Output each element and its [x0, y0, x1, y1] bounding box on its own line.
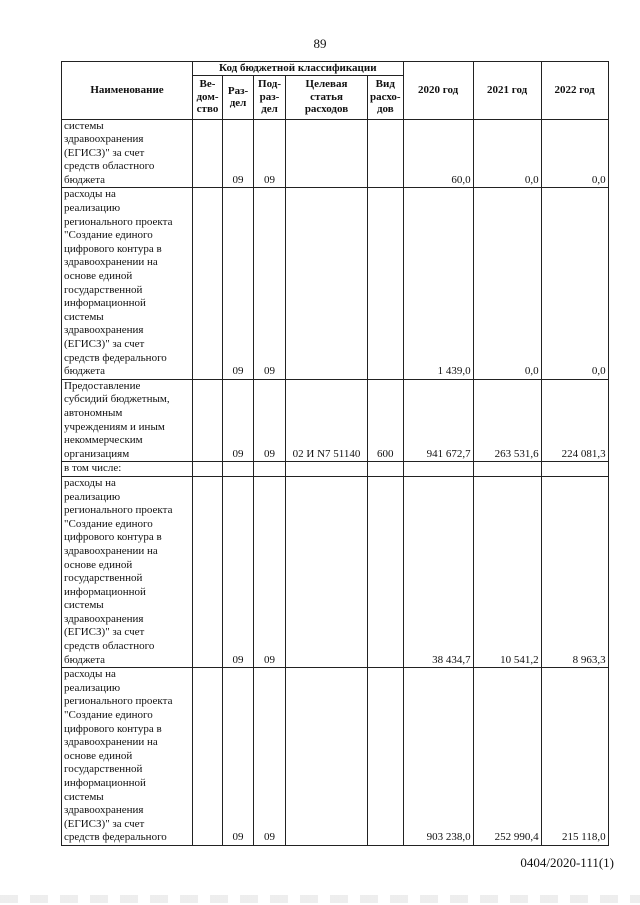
header-name: Наименование [62, 62, 193, 120]
row-2020: 903 238,0 [403, 668, 473, 846]
page-number: 89 [313, 36, 327, 51]
row-2022: 8 963,3 [541, 476, 608, 667]
row-vid [368, 119, 404, 188]
row-razdel: 09 [223, 668, 254, 846]
header-vid: Вид расхо- дов [368, 75, 404, 119]
row-2020: 60,0 [403, 119, 473, 188]
header-vedomstvo: Ве- дом- ство [193, 75, 223, 119]
row-razdel: 09 [223, 476, 254, 667]
row-name: Предоставление субсидий бюджетным, автономным учреждениям и иным некоммерческим организациям [62, 379, 193, 462]
document-code: 0404/2020-111(1) [520, 855, 614, 870]
row-target [286, 462, 368, 477]
header-podrazdel: Под- раз- дел [254, 75, 286, 119]
row-target [286, 476, 368, 667]
row-vedomstvo [193, 188, 223, 379]
budget-table [61, 61, 609, 846]
row-name: расходы на реализацию регионального проекта "Создание единого цифрового контура в здравоохранении на основе единой государственной информационной системы здравоохранения (ЕГИСЗ)" за счет средств федерального бюджета [62, 188, 193, 379]
row-2020: 1 439,0 [403, 188, 473, 379]
table-row [62, 379, 609, 462]
row-podrazdel: 09 [254, 476, 286, 667]
row-vedomstvo [193, 668, 223, 846]
header-target: Целевая статья расходов [286, 75, 368, 119]
row-name: системы здравоохранения (ЕГИСЗ)" за счет средств областного бюджета [62, 119, 193, 188]
row-2022: 215 118,0 [541, 668, 608, 846]
row-razdel [223, 462, 254, 477]
row-podrazdel: 09 [254, 668, 286, 846]
row-vedomstvo [193, 462, 223, 477]
table-row [62, 462, 609, 477]
row-2021: 10 541,2 [473, 476, 541, 667]
row-2020 [403, 462, 473, 477]
row-vedomstvo [193, 119, 223, 188]
row-target [286, 119, 368, 188]
row-2021: 263 531,6 [473, 379, 541, 462]
row-podrazdel: 09 [254, 188, 286, 379]
row-name: расходы на реализацию регионального проекта "Создание единого цифрового контура в здравоохранении на основе единой государственной информационной системы здравоохранения (ЕГИСЗ)" за счет средств областного бюджета [62, 476, 193, 667]
row-vid [368, 476, 404, 667]
header-2022: 2022 год [541, 62, 608, 120]
row-razdel: 09 [223, 188, 254, 379]
row-razdel: 09 [223, 379, 254, 462]
scan-edge-marks [0, 895, 640, 903]
row-target: 02 И N7 51140 [286, 379, 368, 462]
table-row [62, 119, 609, 188]
row-podrazdel: 09 [254, 119, 286, 188]
row-2022: 0,0 [541, 119, 608, 188]
row-name: расходы на реализацию регионального проекта "Создание единого цифрового контура в здравоохранении на основе единой государственной информационной системы здравоохранения (ЕГИСЗ)" за счет средств федерального [62, 668, 193, 846]
row-name: в том числе: [62, 462, 193, 477]
row-vedomstvo [193, 476, 223, 667]
table-row [62, 188, 609, 379]
row-podrazdel: 09 [254, 379, 286, 462]
row-vid [368, 668, 404, 846]
row-2020: 38 434,7 [403, 476, 473, 667]
row-2022: 224 081,3 [541, 379, 608, 462]
header-budget-code: Код бюджетной классификации [193, 62, 404, 76]
row-2021: 0,0 [473, 188, 541, 379]
row-razdel: 09 [223, 119, 254, 188]
row-2020: 941 672,7 [403, 379, 473, 462]
table-row [62, 476, 609, 667]
row-podrazdel [254, 462, 286, 477]
header-2021: 2021 год [473, 62, 541, 120]
row-target [286, 668, 368, 846]
row-vid: 600 [368, 379, 404, 462]
row-2022: 0,0 [541, 188, 608, 379]
header-razdel: Раз- дел [223, 75, 254, 119]
header-2020: 2020 год [403, 62, 473, 120]
row-vid [368, 188, 404, 379]
row-vid [368, 462, 404, 477]
row-2021: 0,0 [473, 119, 541, 188]
row-2022 [541, 462, 608, 477]
row-vedomstvo [193, 379, 223, 462]
row-2021: 252 990,4 [473, 668, 541, 846]
table-row [62, 668, 609, 846]
row-target [286, 188, 368, 379]
row-2021 [473, 462, 541, 477]
